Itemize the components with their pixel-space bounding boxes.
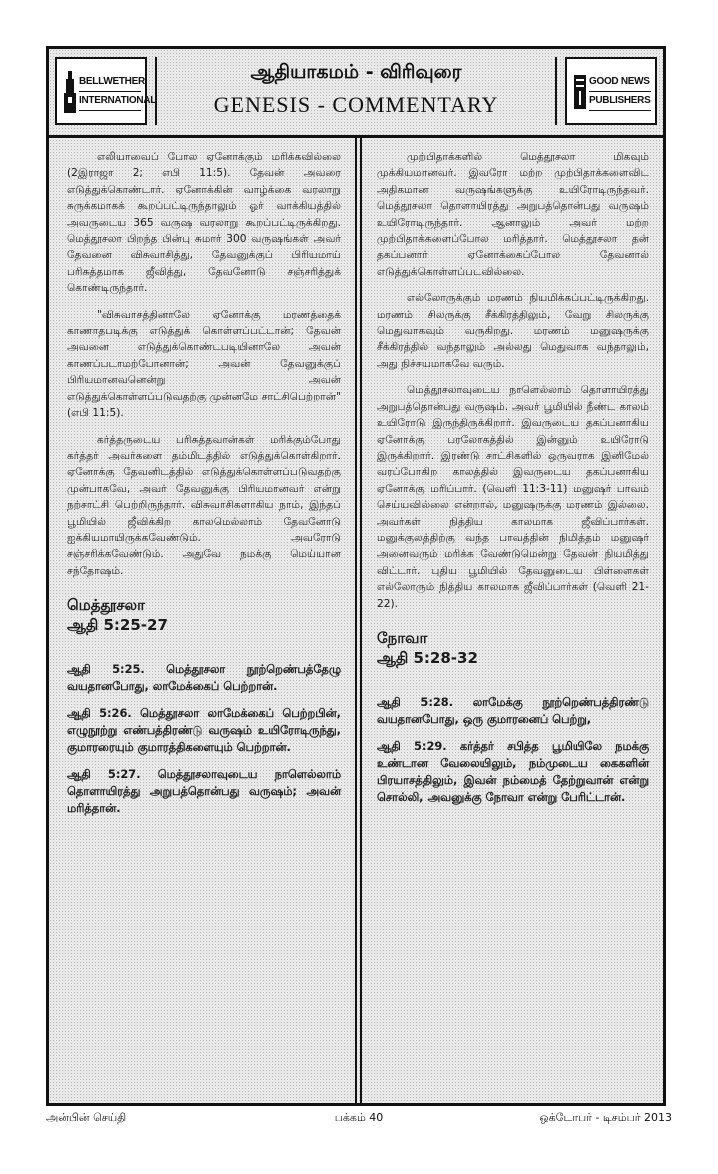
magazine-name: அன்பின் செய்தி: [46, 1111, 127, 1124]
section-heading: [67, 595, 341, 635]
paragraph: "விசுவாசத்தினாலே ஏனோக்கு மரணத்தைக் காணாதபடிக்கு எடுத்துக் கொள்ளப்பட்டான்; தேவன் அவனை எடுத்துக்கொண்டபடியினாலே அவன் காணப்படாமற்போனான்; அவன் தேவனுக்குப் பிரியமானவனென்று அவன் எடுத்துக்கொள்ளப்படுவதற்கு முன்னமே சாட்சிபெற்றான்" (எபி 11:5).: [67, 308, 341, 420]
logo-left-line-1: BELLWETHER: [79, 73, 141, 92]
issue-date: ஒக்டோபர் - டிசம்பர் 2013: [539, 1111, 672, 1124]
paragraph: மெத்தூசலாவுடைய நாளெல்லாம் தொளாயிரத்து அறுபத்தொன்பது வருஷம். அவர் பூமியில் நீண்ட காலம் உயிரோடு இருந்திருக்கிறார். இவருடைய தகப்பனாகிய ஏனோக்கு பரலோகத்தில் இன்னும் உயிரோடு இருக்கிறார். இரண்டு சாட்சிகளில் ஒருவராக இனிமேல் வரப்போகிற காலத்தில் இவருடைய தகப்பனாகிய ஏனோக்கு மரிப்பார். (வெளி 11:3-11) மனுஷர் பாவம் செய்யவில்லை என்றால், மனுஷருக்கு மரணம் இல்லை. அவர்கள் நித்திய காலமாக ஜீவிப்பார்கள். மனுக்குலத்திற்கு வந்த பாவத்தின் நிமித்தம் மனுஷர் அனைவரும் மரிக்க வேண்டுமென்று தேவன் நியமித்து விட்டார். புதிய பூமியில் தேவனுடைய பிள்ளைகள் எல்லோரும் நித்திய காலமாக ஜீவிப்பார்கள் (வெளி 21-22).: [377, 384, 649, 610]
title-tamil: ஆதியாகமம் - விரிவுரை: [250, 61, 462, 83]
section-heading-reference: ஆதி 5:25-27: [67, 616, 168, 635]
title-box: [155, 57, 557, 125]
right-column: [377, 149, 649, 816]
page-header: [49, 49, 663, 138]
logo-left-line-2: INTERNATIONAL: [79, 92, 141, 111]
page-footer: [46, 1111, 672, 1129]
paragraph: கர்த்தருடைய பரிசுத்தவான்கள் மரிக்கும்போது கர்த்தர் அவர்களை தம்மிடத்தில் எடுத்துக்கொள்கிறார். ஏனோக்கு தேவனிடத்தில் எடுத்துக்கொள்ளப்படுவதற்கு முன்பாகவே, அவர் தேவனுக்கு பிரியமானவர் என்று நற்சாட்சி பெற்றிருந்தார். விசுவாசிகளாகிய நாம், இந்தப் பூமியில் ஜீவிக்கிற காலமெல்லாம் தேவனோடு ஐக்கியமாயிருக்கவேண்டும். அவரோடு சஞ்சரிக்கவேண்டும். அதுவே நமக்கு மெய்யான சந்தோஷம்.: [67, 433, 341, 577]
section-heading: [377, 628, 649, 668]
publisher-logo-left: [55, 57, 157, 125]
verse: ஆதி 5:27. மெத்தூசலாவுடைய நாளெல்லாம் தொளாயிரத்து அறுபத்தொன்பது வருஷம்; அவன் மரித்தான்.: [67, 767, 341, 816]
section-heading-reference: ஆதி 5:28-32: [377, 648, 478, 667]
section-heading-title: மெத்தூசலா: [67, 596, 145, 615]
verse: ஆதி 5:28. லாமேக்கு நூற்றெண்பத்திரண்டு வயதானபோது, ஒரு குமாரனைப் பெற்று,: [377, 694, 649, 726]
paragraph: எலியாவைப் போல ஏனோக்கும் மரிக்கவில்லை (2இராஜா 2; எபி 11:5). தேவன் அவரை எடுத்துக்கொண்டார். ஏனோக்கின் வாழ்க்கை வரலாறு சுருக்கமாகக் கூறப்பட்டிருந்தாலும் ஓர் வாக்கியத்தில் அவருடைய 365 வருஷ வரலாறு கூறப்பட்டிருக்கிறது. மெத்தூசலா பிறந்த பின்பு சுமார் 300 வருஷங்கள் அவர் தேவனை விசுவாசித்து, தேவனுக்குப் பிரியமாய் பரிசுத்தமாக ஜீவித்து, தேவனோடு சஞ்சரித்துக் கொண்டிருந்தார்.: [67, 151, 341, 295]
verse: ஆதி 5:29. கர்த்தர் சபித்த பூமியிலே நமக்கு உண்டான வேலையிலும், நம்முடைய கைகளின் பிரயாசத்திலும், இவன் நம்மைத் தேற்றுவான் என்று சொல்லி, அவனுக்கு நோவா என்று பேரிட்டான்.: [377, 738, 649, 804]
book-icon: [573, 71, 587, 113]
verse: ஆதி 5:26. மெத்தூசலா லாமேக்கைப் பெற்றபின், எழுநூற்று எண்பத்திரண்டு வருஷம் உயிரோடிருந்து, குமாரரையும் குமாரத்திகளையும் பெற்றான்.: [67, 706, 341, 755]
verse: ஆதி 5:25. மெத்தூசலா நூற்றெண்பத்தேழு வயதானபோது, லாமேக்கைப் பெற்றான்.: [67, 662, 341, 694]
paragraph: எல்லோருக்கும் மரணம் நியமிக்கப்பட்டிருக்கிறது. மரணம் சிலருக்கு சீக்கிரத்திலும், வேறு சிலருக்கு மெதுவாகவும் வருகிறது. மரணம் மனுஷருக்கு சீக்கிரத்தில் வந்தாலும் அல்லது மெதுவாக வந்தாலும், அது நிச்சயமாகவே வரும்.: [377, 292, 649, 370]
left-column: [67, 149, 341, 827]
bell-tower-icon: [63, 71, 77, 113]
title-english: GENESIS - COMMENTARY: [213, 92, 499, 117]
logo-right-line-2: PUBLISHERS: [589, 92, 651, 111]
logo-right-line-1: GOOD NEWS: [589, 73, 651, 92]
column-divider: [355, 135, 362, 1103]
page-number: பக்கம் 40: [334, 1111, 384, 1124]
publisher-logo-right: [565, 57, 657, 125]
page-frame: [46, 46, 666, 1106]
paragraph: முற்பிதாக்களில் மெத்தூசலா மிகவும் முக்கியமானவர். இவரோ மற்ற முற்பிதாக்களைவிட அதிகமான வருஷங்களுக்கு உயிரோடிருந்தவர். மெத்தூசலா தொளாயிரத்து அறுபத்தொன்பது வருஷம் உயிரோடிருந்தார். ஆனாலும் அவர் மற்ற முற்பிதாக்களைப்போல மரித்தார். மெத்தூசலா தன் தகப்பனார் ஏனோக்கைப்போல தேவனால் எடுத்துக்கொள்ளப்படவில்லை.: [377, 151, 649, 278]
section-heading-title: நோவா: [377, 628, 428, 647]
